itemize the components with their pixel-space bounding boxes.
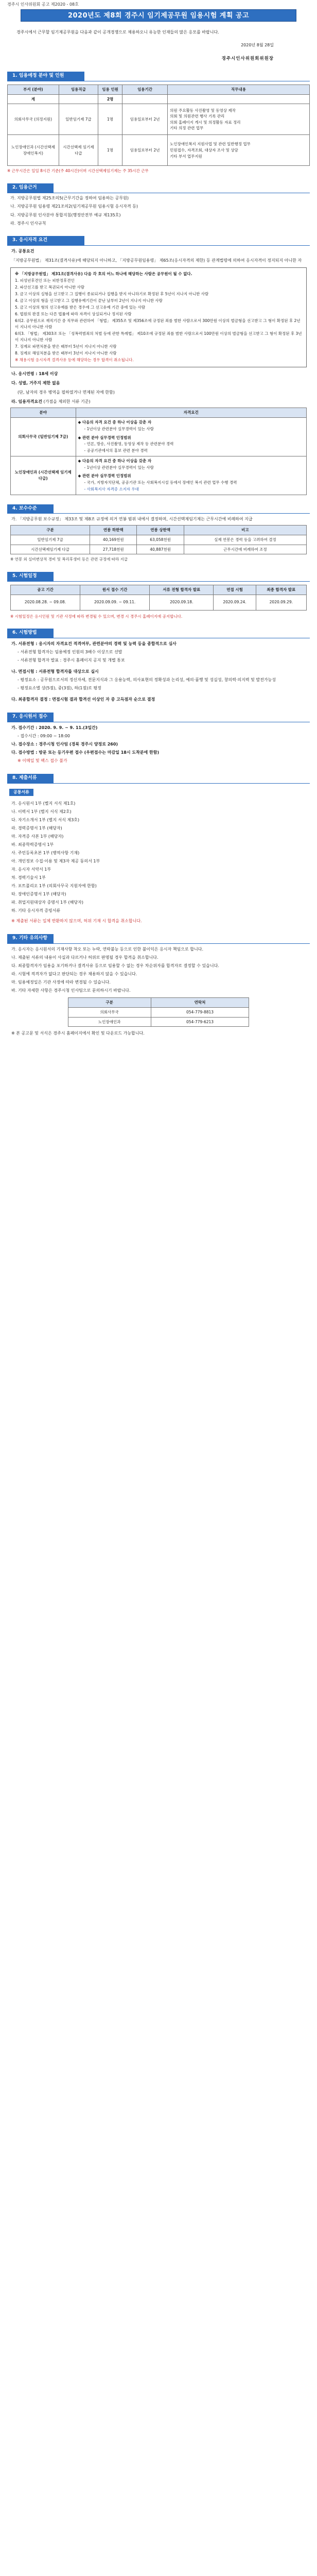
- table-cell: 시간선택제 임기제 다급: [59, 135, 98, 166]
- table-header: 면접 시험: [214, 585, 256, 595]
- req-item: - 1년이상 관련분야 실무경력이 있는 사람: [84, 426, 154, 431]
- table-header: 연봉 상한액: [137, 526, 184, 535]
- list-item: 1. 피성년후견인 또는 피한정후견인: [15, 278, 75, 283]
- table-row: [11, 535, 307, 545]
- section-divider: [7, 245, 310, 246]
- list-item: - 접수시간 : 09:00 ~ 18:00: [17, 734, 71, 739]
- residence-title: 다. 성별, 거주지 제한 없음: [11, 381, 60, 386]
- table-row: [8, 104, 310, 135]
- section-title: 2. 임용근거: [7, 183, 54, 193]
- table-header: 서류 전형 합격자 발표: [150, 585, 214, 595]
- table-cell: 근무시간에 비례하여 조정: [184, 545, 306, 554]
- req-item: ◆ 관련 분야 실무경력 인정범위: [78, 435, 131, 440]
- duty-item: 의회 홈페이지 게시 및 의정활동 자료 정리: [170, 120, 241, 125]
- salary-intro: 가. 「지방공무원 보수규정」 제33조 및 제8조 규정에 의거 연봉 범위 내에서 결정하며, 시간선택제임기제는 근무시간에 비례하여 지급: [11, 517, 253, 522]
- table-cell: 27,718천원: [90, 545, 137, 554]
- section-title: 4. 보수수준: [7, 504, 54, 514]
- list-item: 2. 파산선고를 받고 복권되지 아니한 사람: [15, 285, 84, 290]
- table-cell: 노인장애인과 (시간선택제 임기제 다급): [11, 456, 76, 495]
- section-title: 5. 시험일정: [7, 572, 54, 581]
- table-cell: 1명: [98, 135, 122, 166]
- section-documents: [7, 774, 310, 925]
- table-cell: 일반임기제 7급: [11, 535, 90, 545]
- section-divider: [7, 783, 310, 784]
- table-row: [68, 1007, 249, 1017]
- table-cell: [168, 94, 310, 104]
- list-item: 5. 금고 이상의 형의 선고유예를 받은 경우에 그 선고유예 기간 중에 있는 사람: [15, 305, 146, 310]
- qual-title: 라. 임용자격요건: [11, 399, 42, 404]
- list-item: 바. 기타 자세한 사항은 경주시청 인사팀으로 문의하시기 바랍니다.: [11, 988, 131, 993]
- table-cell: 의회사무국 (의정지원): [8, 104, 59, 135]
- table-row: [11, 595, 307, 610]
- table-cell: 63,058천원: [137, 535, 184, 545]
- salary-table: [10, 525, 307, 554]
- table-header: 임용 인원: [98, 85, 122, 95]
- list-item: 3. 금고 이상의 실형을 선고받고 그 집행이 종료되거나 집행을 받지 아니하기로 확정된 후 5년이 지나지 아니한 사람: [15, 292, 209, 297]
- table-row: [11, 456, 307, 495]
- list-item: 다. 최종합격자가 임용을 포기하거나 결격사유 등으로 임용할 수 없는 경우 차순위자를 합격자로 결정할 수 있습니다.: [11, 963, 219, 969]
- list-item: 나. 제출된 서류의 내용이 사실과 다르거나 허위로 판명될 경우 합격을 취소합니다.: [11, 955, 158, 960]
- table-cell: 2020.09.09. ~ 09.11.: [80, 595, 150, 610]
- list-item: - 평정요소 : 공무원으로서의 정신자세, 전문지식과 그 응용능력, 의사표현의 정확성과 논리성, 예의·품행 및 성실성, 창의력·의지력 및 발전가능성: [17, 677, 276, 683]
- table-row: [11, 418, 307, 456]
- table-cell: 임용일로부터 2년: [122, 135, 168, 166]
- announcement-title: 2020년도 제8회 경주시 임기제공무원 임용시험 계획 공고: [21, 9, 296, 22]
- positions-table: [7, 84, 310, 166]
- schedule-table: [10, 585, 307, 611]
- req-item: ◆ 관련 분야 실무경력 인정범위: [78, 473, 131, 479]
- table-row: [68, 1017, 249, 1027]
- list-item: ※ 채용시험 응시자격 결격사유 등에 해당하는 경우 합격이 취소됩니다.: [15, 358, 134, 363]
- list-item: 라. 시험에 적격자가 없다고 판단되는 경우 채용하지 않을 수 있습니다.: [11, 972, 137, 977]
- section-divider: [7, 943, 310, 944]
- schedule-note: ※ 시험일정은 응시인원 및 기관 사정에 따라 변경될 수 있으며, 변경 시 경주시 홈페이지에 공지합니다.: [10, 614, 183, 619]
- req-item: ◆ 다음의 자격 요건 중 하나 이상을 갖춘 자: [78, 420, 152, 425]
- list-item: 자. 응시자 서약서 1부: [11, 867, 51, 872]
- table-header: 임용직급: [59, 85, 98, 95]
- basis-list: [7, 195, 310, 227]
- req-item: - 1년이상 관련분야 실무경력이 있는 사람: [84, 465, 154, 470]
- list-item: ※ 「지방공무원법」 제31조(결격사유) 다음 각 호의 어느 하나에 해당하는 사람은 공무원이 될 수 없다.: [15, 272, 192, 277]
- list-item: 마. 임용예정일은 기관 사정에 따라 변경될 수 있습니다.: [11, 980, 111, 985]
- table-cell: 노인장애인과: [68, 1017, 151, 1027]
- list-item: 6. 법원의 판결 또는 다른 법률에 따라 자격이 상실되거나 정지된 사람: [15, 312, 132, 317]
- table-header: 비고: [184, 526, 306, 535]
- list-item: 가. 접수기간 : 2020. 9. 9. ~ 9. 11.(3일간): [11, 725, 98, 731]
- section-legal-basis: [7, 183, 310, 227]
- qualification-table: [10, 408, 307, 495]
- table-header: 연락처: [151, 998, 249, 1008]
- list-item: 아. 개인정보 수집·이용 및 제3자 제공 동의서 1부: [11, 859, 100, 864]
- list-item: 나. 면접시험 : 서류전형 합격자를 대상으로 실시: [11, 669, 99, 674]
- exam-method-list: [11, 640, 306, 703]
- section-title: 9. 기타 유의사항: [7, 934, 54, 943]
- section-salary: [7, 504, 310, 563]
- table-cell: 2020.09.29.: [256, 595, 306, 610]
- signer: 경주시인사위원회위원장: [221, 56, 274, 61]
- list-item: 라. 경주시 인사규칙: [10, 221, 46, 226]
- table-cell: [168, 104, 310, 135]
- req-item: - 공공기관에서의 홍보 관련 분야 경력: [84, 448, 148, 453]
- table-row: [8, 135, 310, 166]
- table-cell: 1명: [98, 104, 122, 135]
- list-item: 6의2. 공무원으로 재직기간 중 직무와 관련하여 「형법」 제355조 및 제356조에 규정된 죄를 범한 사람으로서 300만원 이상의 벌금형을 선고받고 그 형이 확정된 후 2년이 지나지 아니한 사람: [15, 318, 301, 330]
- common-req-main: 「지방공무원법」 제31조(결격사유)에 해당되지 아니하고, 「지방공무원임용령」 제65조(응시자격의 제한) 등 관계법령에 의하여 응시자격이 정지되지 아니한 자: [11, 258, 302, 263]
- list-item: ※ 이메일 및 팩스 접수 불가: [17, 758, 67, 764]
- documents-note: ※ 제출된 서류는 일체 반환하지 않으며, 허위 기재 시 합격을 취소합니다.: [11, 919, 142, 924]
- section-title: 6. 시험방법: [7, 629, 54, 638]
- list-item: 다. 자기소개서 1부 (별지 서식 제3호): [11, 818, 80, 823]
- table-row: [11, 545, 307, 554]
- list-item: 가. 응시원서 1부 (별지 서식 제1호): [11, 801, 76, 806]
- table-cell: 2명: [98, 94, 122, 104]
- duty-item: 민원접수, 자격조회, 대상자 조사 및 상담: [170, 148, 238, 153]
- list-item: - 평정요소별 상(5점), 중(3점), 하(1점)로 평정: [17, 686, 101, 691]
- table-cell: 2020.09.18.: [150, 595, 214, 610]
- list-item: 4. 금고 이상의 형을 선고받고 그 집행유예기간이 끝난 날부터 2년이 지나지 아니한 사람: [15, 298, 163, 303]
- section-divider: [7, 581, 310, 582]
- table-header: 임용기간: [122, 85, 168, 95]
- list-item: 차. 경력기술서 1부: [11, 875, 46, 880]
- publication-number: 경주시 인사위원회 공고 제2020 - 08호: [7, 2, 79, 7]
- salary-note: ※ 연봉 외 실비변상적 경비 및 복리후생비 등은 관련 규정에 따라 지급: [10, 557, 128, 562]
- section-positions: [7, 72, 310, 174]
- list-item: 나. 지방공무원 임용령 제21조의2(임기제공무원 임용시험 응시자격 등): [10, 204, 138, 209]
- list-item: 가. 응시자는 응시원서의 기재사항 착오 또는 누락, 연락불능 등으로 인한 불이익은 응시자 책임으로 합니다.: [11, 947, 203, 952]
- table-cell: 054-779-8813: [151, 1007, 249, 1017]
- list-item: 파. 취업지원대상자 증명서 1부 (해당자): [11, 900, 83, 905]
- req-item: - 사회복지사 자격증 소지자 우대: [84, 486, 139, 492]
- table-cell: 40,169천원: [90, 535, 137, 545]
- list-item: 가. 지방공무원법 제25조의5(근무기간을 정하여 임용하는 공무원): [10, 195, 129, 200]
- section-title: 7. 응시원서 접수: [7, 713, 54, 722]
- list-item: 다. 지방공무원 인사분야 통합지침(행정안전부 예규 제135호): [10, 212, 121, 217]
- table-cell: 의회사무국 (일반임기제 7급): [11, 418, 76, 456]
- table-cell: 시간선택제임기제 다급: [11, 545, 90, 554]
- list-item: 나. 접수장소 : 경주시청 인사팀 (경북 경주시 양정로 260): [11, 742, 118, 747]
- section-title: 1. 임용예정 분야 및 인원: [7, 72, 84, 81]
- table-header: 부서 (분야): [8, 85, 59, 95]
- req-item: - 국가, 지방자치단체, 공공기관 또는 사회복지시설 등에서 장애인 복지 관련 업무 수행 경력: [84, 480, 237, 485]
- list-item: 카. 포트폴리오 1부 (의회사무국 지원자에 한함): [11, 884, 97, 889]
- list-item: 사. 주민등록초본 1부 (병역사항 기재): [11, 851, 80, 856]
- intro-text: 경주시에서 근무할 임기제공무원을 다음과 같이 공개경쟁으로 채용하오니 유능한 인재들의 많은 응모를 바랍니다.: [16, 30, 219, 35]
- table-cell: 40,887천원: [137, 545, 184, 554]
- notes-list: [11, 946, 306, 994]
- table-cell: 2020.09.24.: [214, 595, 256, 610]
- table-cell: 실제 연봉은 경력 등을 고려하여 결정: [184, 535, 306, 545]
- section-divider: [7, 513, 310, 514]
- table-header: 구분: [68, 998, 151, 1008]
- table-header: 공고 기간: [11, 585, 80, 595]
- contact-table: [68, 997, 250, 1027]
- table-cell: [59, 94, 98, 104]
- table-cell: 2020.08.28. ~ 09.08.: [11, 595, 80, 610]
- table-cell: [76, 456, 307, 495]
- list-item: - 서류전형 합격자 발표 : 경주시 홈페이지 공지 및 개별 통보: [17, 658, 125, 663]
- age-title: 나. 응시연령 : 18세 이상: [11, 371, 58, 377]
- table-header: 구분: [11, 526, 90, 535]
- section-schedule: [7, 572, 310, 619]
- list-item: 나. 이력서 1부 (별지 서식 제2호): [11, 809, 72, 815]
- final-note: ※ 본 공고문 및 서식은 경주시 홈페이지에서 확인 및 다운로드 가능합니다.: [11, 1031, 145, 1036]
- list-item: 타. 장애인증명서 1부 (해당자): [11, 892, 66, 897]
- duty-item: 기타 부서 업무지원: [170, 154, 202, 159]
- duty-item: 의원 주요활동 사진촬영 및 동영상 제작: [170, 108, 236, 113]
- section-notes: [7, 934, 310, 1037]
- table-cell: [122, 94, 168, 104]
- list-item: 가. 서류전형 : 응시자의 자격요건 적격여부, 관련분야의 경력 및 능력 등을 종합적으로 심사: [11, 641, 177, 647]
- documents-subtitle: 공통서류: [9, 789, 33, 796]
- qual-heading: [11, 398, 306, 405]
- list-item: 6의3. 「형법」 제303조 또는 「성폭력범죄의 처벌 등에 관한 특례법」 제10조에 규정된 죄를 범한 사람으로서 100만원 이상의 벌금형을 선고받고 그 형이 확정된 후 3년이 지나지 아니한 사람: [15, 331, 302, 343]
- table-cell: 의회사무국: [68, 1007, 151, 1017]
- list-item: 8. 징계로 해임처분을 받은 때부터 3년이 지나지 아니한 사람: [15, 351, 117, 356]
- table-cell: 계: [8, 94, 59, 104]
- table-header: 분야: [11, 408, 76, 418]
- list-item: 다. 최종합격자 결정 : 면접시험 결과 합격선 이상인 자 중 고득점자 순으로 결정: [11, 697, 155, 702]
- section-application: [7, 713, 310, 765]
- list-item: 7. 징계로 파면처분을 받은 때부터 5년이 지나지 아니한 사람: [15, 344, 117, 349]
- list-item: 마. 자격증 사본 1부 (해당자): [11, 834, 64, 839]
- table-cell: 노인장애인과 (시간선택제 장애인복지): [8, 135, 59, 166]
- table-cell: [76, 418, 307, 456]
- table-header: 직무내용: [168, 85, 310, 95]
- table-cell: [168, 135, 310, 166]
- section-eligibility: [7, 236, 310, 495]
- table-header: 원서 접수 기간: [80, 585, 150, 595]
- duty-item: 기타 의정 관련 업무: [170, 126, 204, 131]
- section-title: 8. 제출서류: [7, 774, 54, 783]
- req-item: - 언론, 방송, 사진촬영, 동영상 제작 등 관련분야 경력: [84, 442, 174, 447]
- duty-item: 노인장애인복지 지원사업 및 관련 일반행정 업무: [170, 142, 251, 147]
- qual-subtitle: (가점을 제외한 서류 기준): [43, 399, 91, 404]
- table-header: 자격요건: [76, 408, 307, 418]
- table-cell: 임용일로부터 2년: [122, 104, 168, 135]
- list-item: 하. 기타 응시자격 증빙서류: [11, 908, 61, 913]
- positions-note: ※ 근무시간은 일일 8시간 기준(주 40시간)이며 시간선택제임기제는 주 35시간 근무: [7, 168, 149, 174]
- table-header: 연봉 하한액: [90, 526, 137, 535]
- table-header: 최종 합격자 발표: [256, 585, 306, 595]
- section-title: 3. 응시자격 요건: [7, 236, 84, 245]
- section-exam-method: [7, 629, 310, 703]
- table-cell: 054-779-6213: [151, 1017, 249, 1027]
- list-item: 라. 경력증명서 1부 (해당자): [11, 826, 62, 831]
- residence-note: (단, 남자의 경우 병역을 필하였거나 면제된 자에 한함): [17, 390, 115, 395]
- req-item: ◆ 다음의 자격 요건 중 하나 이상을 갖춘 자: [78, 458, 152, 463]
- list-item: 다. 접수방법 : 방문 또는 등기우편 접수 (우편접수는 마감일 18시 도착분에 한함): [11, 750, 160, 755]
- application-list: [11, 724, 306, 765]
- disqualification-box: [10, 267, 307, 367]
- list-item: 바. 최종학력증명서 1부: [11, 842, 54, 848]
- duty-item: 의회 및 의원관련 행사 기록 관리: [170, 114, 225, 119]
- documents-list: [11, 800, 306, 925]
- table-cell: 일반임기제 7급: [59, 104, 98, 135]
- common-req-title: 가. 공통요건: [11, 249, 34, 254]
- list-item: - 서류전형 합격자는 임용예정 인원의 3배수 이상으로 선발: [17, 650, 122, 655]
- announcement-date: 2020년 8월 28일: [241, 42, 274, 47]
